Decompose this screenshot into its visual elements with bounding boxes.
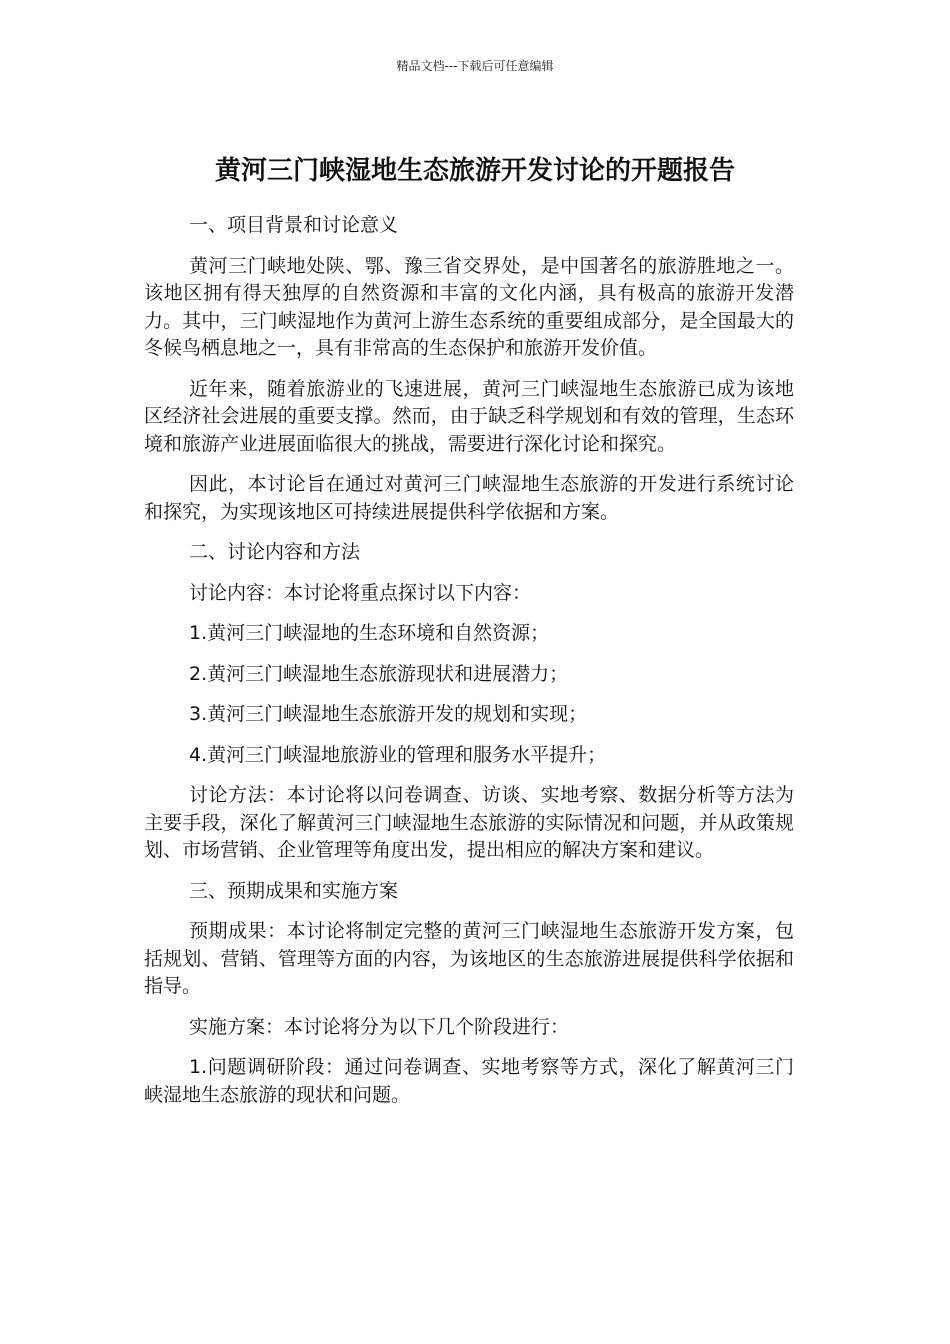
list-item-content-3: 3.黄河三门峡湿地生态旅游开发的规划和实现；: [189, 703, 588, 725]
paragraph-expected-outcome: 预期成果：本讨论将制定完整的黄河三门峡湿地生态旅游开发方案，包括规划、营销、管理等方面的内容，为该地区的生态旅游进展提供科学依据和指导。: [144, 920, 794, 997]
list-item-content-2: 2.黄河三门峡湿地生态旅游现状和进展潜力；: [189, 662, 569, 685]
paragraph-purpose: 因此，本讨论旨在通过对黄河三门峡湿地生态旅游的开发进行系统讨论和探究，为实现该地区可持续进展提供科学依据和方案。: [144, 473, 794, 523]
list-item-phase-1: 1.问题调研阶段：通过问卷调查、实地考察等方式，深化了解黄河三门峡湿地生态旅游的现状和问题。: [144, 1056, 794, 1106]
paragraph-implementation-intro: 实施方案：本讨论将分为以下几个阶段进行：: [189, 1015, 570, 1038]
list-item-content-1: 1.黄河三门峡湿地的生态环境和自然资源；: [189, 622, 550, 644]
page-header: 精品文档---下载后可任意编辑: [396, 59, 554, 73]
paragraph-location: 黄河三门峡地处陕、鄂、豫三省交界处，是中国著名的旅游胜地之一。该地区拥有得天独厚的自然资源和丰富的文化内涵，具有极高的旅游开发潜力。其中，三门峡湿地作为黄河上游生态系统的重要组成部分，是全国最大的冬候鸟栖息地之一，具有非常高的生态保护和旅游开发价值。: [144, 254, 794, 359]
section-heading-outcome-plan: 三、预期成果和实施方案: [189, 879, 399, 902]
paragraph-content-intro: 讨论内容：本讨论将重点探讨以下内容：: [189, 581, 532, 604]
paragraph-method: 讨论方法：本讨论将以问卷调查、访谈、实地考察、数据分析等方法为主要手段，深化了解黄河三门峡湿地生态旅游的实际情况和问题，并从政策规划、市场营销、企业管理等角度出发，提出相应的解决方案和建议。: [144, 784, 794, 861]
list-item-content-4: 4.黄河三门峡湿地旅游业的管理和服务水平提升；: [189, 743, 607, 766]
document-title: 黄河三门峡湿地生态旅游开发讨论的开题报告: [214, 156, 735, 187]
section-heading-background: 一、项目背景和讨论意义: [189, 214, 399, 236]
document-body: [144, 212, 794, 1122]
paragraph-recent-development: 近年来，随着旅游业的飞速进展，黄河三门峡湿地生态旅游已成为该地区经济社会进展的重要支撑。然而，由于缺乏科学规划和有效的管理，生态环境和旅游产业进展面临很大的挑战，需要进行深化讨论和探究。: [144, 377, 794, 455]
section-heading-content-method: 二、讨论内容和方法: [189, 541, 361, 563]
